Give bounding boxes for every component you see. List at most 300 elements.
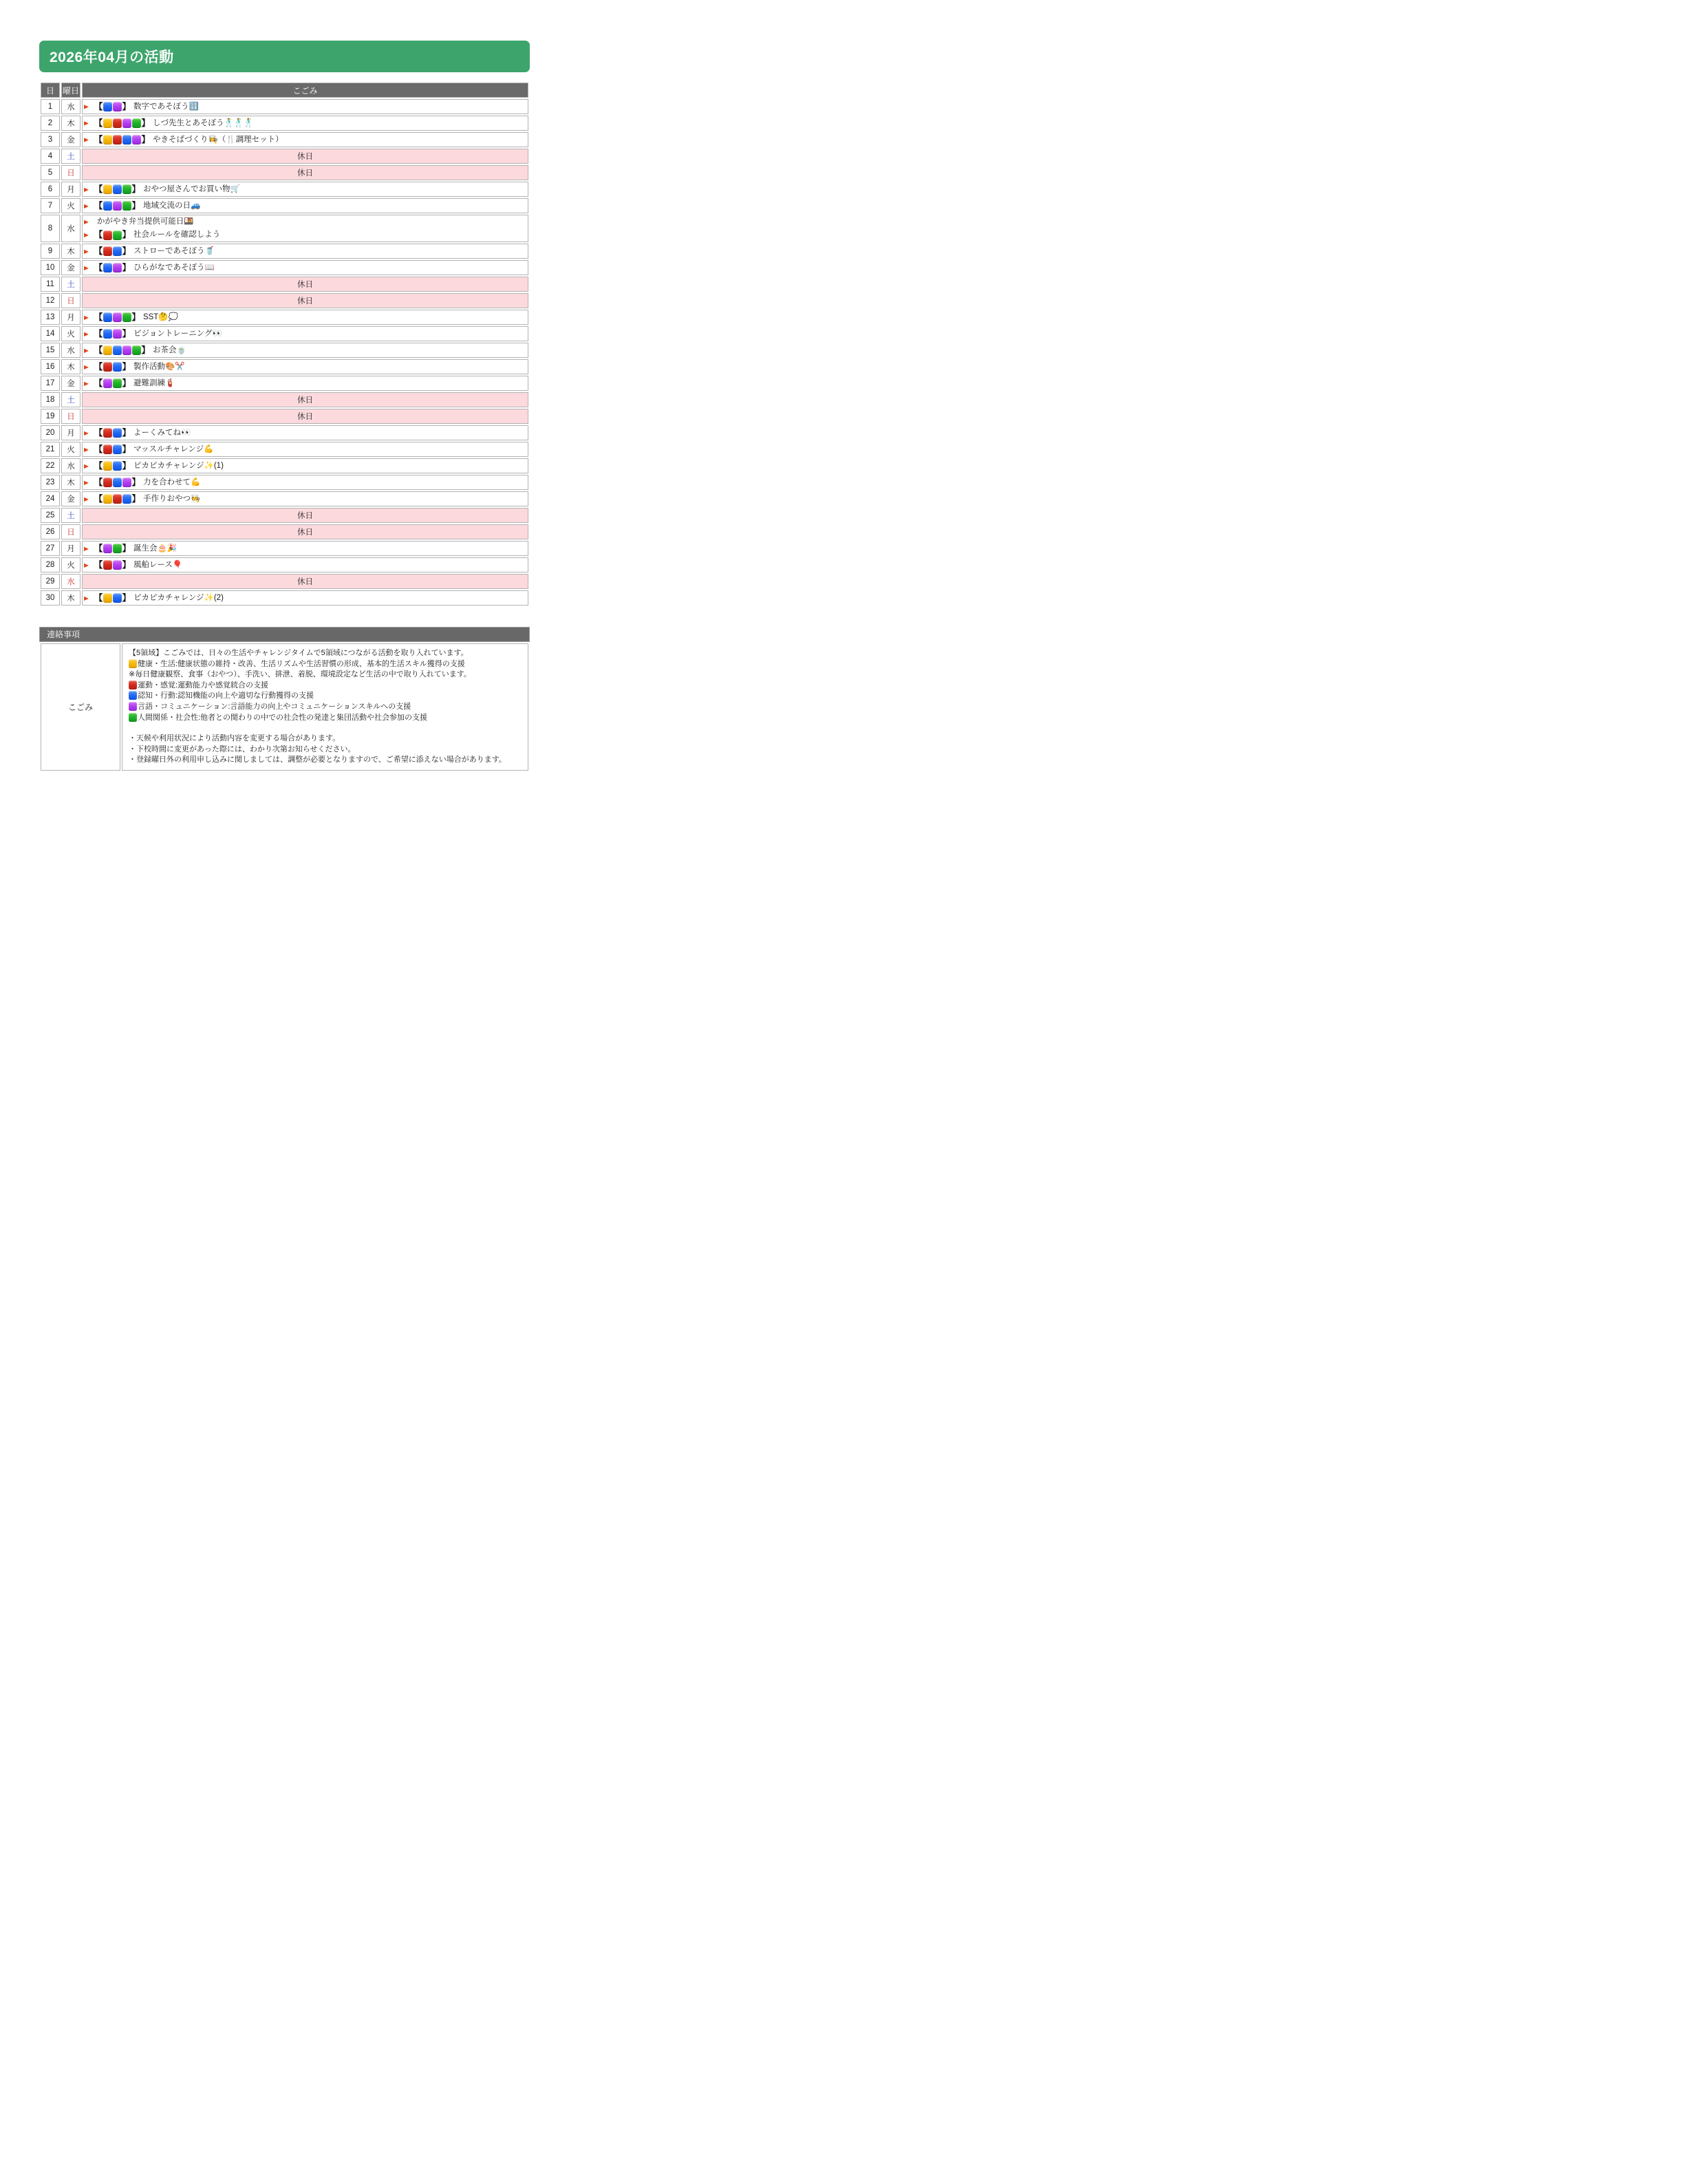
activity-cell [82,343,528,358]
domain-square-green [122,184,131,194]
domain-square-blue [122,494,131,504]
weekday-cell: 日 [61,293,80,308]
activity-line [83,311,528,324]
bracket-close: 】 [122,328,131,339]
domain-square-green [132,118,141,128]
activity-bullet-icon: ▶ [84,595,89,601]
activity-text: よーくみてね👀 [133,428,191,437]
day-cell: 9 [41,244,60,259]
day-cell: 4 [41,149,60,164]
activity-bullet-icon: ▶ [84,186,89,193]
footnote-line: ・天候や利用状況により活動内容を変更する場合があります。 [129,734,341,743]
calendar-row [41,293,528,308]
calendar-row [41,277,528,292]
activity-text: しづ先生とあそぼう🕺🕺🕺 [152,118,254,127]
footnote-line: ・下校時間に変更があった際には、わかり次第お知らせください。 [129,745,356,753]
footnote-line: ・登録曜日外の利用申し込みに関しましては、調整が必要となりますので、ご希望に添えない場合があります。 [129,756,506,764]
activity-cell [82,116,528,131]
domain-square-purple [113,201,122,211]
bracket-close: 】 [131,184,140,194]
domain-square-red [103,246,112,256]
calendar-row [41,116,528,131]
domain-square-purple [122,345,131,355]
domain-square-red [103,560,112,570]
day-cell: 20 [41,425,60,440]
bracket-open: 【 [94,200,103,211]
calendar-row [41,574,528,589]
calendar-row [41,475,528,490]
day-cell: 16 [41,359,60,374]
page-title-banner [39,41,530,72]
day-cell: 17 [41,376,60,391]
activity-bullet-icon: ▶ [84,330,89,337]
domain-square-purple [122,118,131,128]
legend-line [129,691,522,702]
activity-text: 製作活動🎨✂️ [133,362,185,371]
bracket-close: 】 [122,592,131,603]
bracket-open: 【 [94,444,103,454]
domain-square-purple [113,312,122,322]
weekday-cell: 月 [61,182,80,197]
activity-line [83,493,528,506]
activity-bullet-icon: ▶ [84,231,89,238]
activity-cell [82,215,528,242]
activity-line [83,542,528,555]
holiday-cell [82,165,528,180]
domain-square-yellow [103,461,112,471]
activity-line [83,559,528,572]
activity-cell [82,491,528,506]
domain-square-green [122,201,131,211]
bracket-close: 】 [122,427,131,438]
bracket-close: 】 [131,312,140,322]
legend-square-yellow [129,659,137,668]
column-header-group: こごみ [82,83,528,98]
domain-square-blue [113,445,122,454]
bracket-close: 】 [141,345,150,355]
holiday-label: 休日 [297,512,313,520]
domain-square-blue [113,362,122,372]
calendar-row [41,132,528,147]
legend-text: 言語・コミュニケーション:言語能力の向上やコミュニケーションスキルへの支援 [138,703,411,711]
domain-square-blue [122,135,131,144]
domain-square-red [103,362,112,372]
activity-text: 手作りおやつ🧑‍🍳 [142,494,201,503]
activity-bullet-icon: ▶ [84,347,89,354]
holiday-cell [82,524,528,539]
activity-line [83,377,528,390]
day-cell: 15 [41,343,60,358]
domain-square-blue [113,478,122,487]
day-cell: 24 [41,491,60,506]
activity-text: お茶会🍵 [152,345,186,354]
legend-line [129,713,522,724]
bracket-close: 】 [122,543,131,553]
calendar-row [41,149,528,164]
activity-cell [82,260,528,275]
activity-bullet-icon: ▶ [84,363,89,370]
holiday-cell [82,293,528,308]
calendar-row [41,524,528,539]
bracket-open: 【 [94,345,103,355]
bracket-close: 】 [141,134,150,144]
domain-square-red [103,231,112,240]
day-cell: 3 [41,132,60,147]
activity-line [83,117,528,130]
domain-square-green [113,231,122,240]
day-cell: 12 [41,293,60,308]
weekday-cell: 土 [61,149,80,164]
day-cell: 8 [41,215,60,242]
domain-square-red [113,118,122,128]
activity-text: 地域交流の日🚙 [142,201,201,210]
legend-line [129,659,522,670]
weekday-cell: 土 [61,508,80,523]
domain-square-purple [103,378,112,388]
bracket-close: 】 [122,230,131,239]
activity-text: おやつ屋さんでお買い物🛒 [142,184,240,193]
domain-square-red [103,445,112,454]
day-cell: 25 [41,508,60,523]
day-cell: 18 [41,392,60,407]
day-cell: 13 [41,310,60,325]
weekday-cell: 金 [61,132,80,147]
bracket-open: 【 [94,477,103,487]
day-cell: 11 [41,277,60,292]
weekday-cell: 水 [61,574,80,589]
bracket-open: 【 [94,118,103,128]
activity-bullet-icon: ▶ [84,380,89,387]
spacer [129,723,522,734]
bracket-close: 】 [122,460,131,471]
day-cell: 21 [41,442,60,457]
bracket-open: 【 [94,134,103,144]
legend-square-red [129,681,137,689]
bracket-close: 】 [122,262,131,272]
activity-bullet-icon: ▶ [84,218,89,225]
bracket-close: 】 [122,378,131,388]
weekday-cell: 水 [61,343,80,358]
day-cell: 23 [41,475,60,490]
domain-square-blue [103,329,112,339]
day-cell: 22 [41,458,60,473]
bracket-open: 【 [94,262,103,272]
calendar-row [41,541,528,556]
activity-text: SST🤔💭 [142,312,178,321]
bracket-open: 【 [94,378,103,388]
day-cell: 30 [41,590,60,606]
activity-cell [82,425,528,440]
activity-line [83,361,528,374]
domain-square-purple [103,544,112,553]
calendar-row [41,326,528,341]
holiday-cell [82,508,528,523]
activity-line [83,183,528,196]
day-cell: 10 [41,260,60,275]
domain-square-blue [113,428,122,438]
activity-bullet-icon: ▶ [84,202,89,209]
activity-bullet-icon: ▶ [84,495,89,502]
holiday-label: 休日 [297,528,313,537]
bracket-open: 【 [94,312,103,322]
activity-cell [82,310,528,325]
holiday-label: 休日 [297,297,313,306]
bracket-open: 【 [94,460,103,471]
legend-square-green [129,713,137,722]
weekday-cell: 木 [61,359,80,374]
activity-text: マッスルチャレンジ💪 [133,445,214,453]
weekday-cell: 水 [61,458,80,473]
weekday-cell: 金 [61,260,80,275]
activity-line [83,427,528,440]
activity-line [83,592,528,605]
activity-text: ストローであそぼう🥤 [133,246,215,255]
weekday-cell: 月 [61,310,80,325]
calendar-row [41,590,528,606]
weekday-cell: 火 [61,326,80,341]
weekday-cell: 火 [61,442,80,457]
activity-line [83,443,528,456]
bracket-open: 【 [94,246,103,256]
bracket-close: 】 [131,200,140,211]
activity-cell [82,590,528,606]
activity-bullet-icon: ▶ [84,248,89,255]
notes-intro: 【5領域】こごみでは、日々の生活やチャレンジタイムで5領域につながる活動を取り入れています。 [129,649,469,657]
bracket-open: 【 [94,493,103,504]
weekday-cell: 土 [61,392,80,407]
activity-cell [82,458,528,473]
activity-line [83,133,528,147]
weekday-cell: 水 [61,99,80,114]
domain-square-green [132,345,141,355]
domain-square-green [113,378,122,388]
activity-line [83,228,528,242]
calendar-row [41,198,528,213]
activity-bullet-icon: ▶ [84,479,89,486]
activity-cell [82,376,528,391]
bracket-close: 】 [141,118,150,128]
day-cell: 28 [41,557,60,572]
calendar-row [41,392,528,407]
calendar-row [41,557,528,572]
activity-bullet-icon: ▶ [84,429,89,436]
bracket-open: 【 [94,559,103,570]
day-cell: 1 [41,99,60,114]
notes-header-bar: 連絡事項 [39,627,530,642]
domain-square-red [103,428,112,438]
domain-square-blue [103,263,112,272]
activity-text: やきそばづくり👩‍🍳（🍴調理セット） [152,135,283,144]
domain-square-blue [103,201,112,211]
activity-cell [82,326,528,341]
day-cell: 27 [41,541,60,556]
notes-row [41,643,528,771]
activity-text: かがやき弁当提供可能日🍱 [96,217,194,226]
calendar-row [41,310,528,325]
domain-square-green [113,544,122,553]
calendar-row [41,491,528,506]
activity-line [83,200,528,213]
weekday-cell: 木 [61,244,80,259]
activity-cell [82,475,528,490]
activity-bullet-icon: ▶ [84,314,89,321]
activity-bullet-icon: ▶ [84,561,89,568]
weekday-cell: 木 [61,590,80,606]
bracket-close: 】 [122,361,131,372]
holiday-cell [82,409,528,424]
bracket-open: 【 [94,230,103,239]
domain-square-yellow [103,593,112,603]
domain-square-blue [113,184,122,194]
bracket-close: 】 [122,559,131,570]
day-cell: 19 [41,409,60,424]
weekday-cell: 金 [61,376,80,391]
domain-square-yellow [103,494,112,504]
column-header-weekday: 曜日 [61,83,80,98]
legend-square-blue [129,691,137,700]
day-cell: 26 [41,524,60,539]
notes-group-label: こごみ [41,643,120,771]
activity-text: 風船レース🎈 [133,560,183,569]
holiday-cell [82,149,528,164]
domain-square-purple [122,478,131,487]
notes-table [39,642,530,772]
activity-text: 力を合わせて💪 [142,478,201,486]
activity-bullet-icon: ▶ [84,103,89,110]
domain-square-purple [132,135,141,144]
activity-cell [82,442,528,457]
day-cell: 14 [41,326,60,341]
activity-cell [82,359,528,374]
legend-line [129,702,522,713]
bracket-open: 【 [94,184,103,194]
activity-bullet-icon: ▶ [84,264,89,271]
column-header-day: 日 [41,83,60,98]
activity-bullet-icon: ▶ [84,136,89,143]
calendar-row [41,376,528,391]
legend-text: 運動・感覚:運動能力や感覚統合の支援 [138,681,269,689]
legend-text: 認知・行動:認知機能の向上や適切な行動獲得の支援 [138,692,314,700]
weekday-cell: 木 [61,475,80,490]
domain-square-purple [113,560,122,570]
bracket-close: 】 [131,477,140,487]
calendar-row [41,359,528,374]
calendar-header-row [41,83,528,98]
weekday-cell: 日 [61,165,80,180]
activity-text: 誕生会🎂🎉 [133,544,178,553]
weekday-cell: 月 [61,425,80,440]
activity-cell [82,557,528,572]
domain-square-red [113,494,122,504]
domain-square-red [103,478,112,487]
domain-square-purple [113,329,122,339]
legend-line [129,670,522,681]
activity-bullet-icon: ▶ [84,462,89,469]
weekday-cell: 土 [61,277,80,292]
calendar-row [41,508,528,523]
domain-square-yellow [103,184,112,194]
calendar-row [41,458,528,473]
weekday-cell: 木 [61,116,80,131]
activity-cell [82,132,528,147]
domain-square-blue [113,461,122,471]
bracket-close: 】 [122,246,131,256]
domain-square-blue [113,345,122,355]
weekday-cell: 火 [61,557,80,572]
weekday-cell: 水 [61,215,80,242]
day-cell: 29 [41,574,60,589]
activity-cell [82,99,528,114]
day-cell: 2 [41,116,60,131]
legend-text: 人間関係・社会性:他者との関わりの中での社会性の発達と集団活動や社会参加の支援 [138,713,428,722]
activity-cell [82,541,528,556]
activity-calendar-table [39,81,530,607]
calendar-row [41,260,528,275]
bracket-close: 】 [131,493,140,504]
activity-line [83,460,528,473]
activity-line [83,344,528,357]
holiday-label: 休日 [297,169,313,178]
bracket-open: 【 [94,592,103,603]
activity-text: 数字であそぼう🔢 [133,102,199,111]
activity-text: ビジョントレーニング👀 [133,329,222,338]
holiday-label: 休日 [297,153,313,161]
activity-bullet-icon: ▶ [84,446,89,453]
notes-body [122,643,528,771]
activity-text: 社会ルールを確認しよう [133,231,221,239]
weekday-cell: 日 [61,524,80,539]
holiday-cell [82,392,528,407]
activity-cell [82,244,528,259]
page-title: 2026年04月の活動 [50,50,174,65]
activity-text: ひらがなであそぼう📖 [133,263,215,272]
calendar-row [41,165,528,180]
legend-text: 健康・生活:健康状態の維持・改善、生活リズムや生活習慣の形成、基本的生活スキル獲得の支援 [138,659,465,668]
legend-square-purple [129,702,137,711]
activity-line [83,328,528,341]
domain-square-red [113,135,122,144]
domain-square-yellow [103,345,112,355]
weekday-cell: 金 [61,491,80,506]
bracket-open: 【 [94,543,103,553]
calendar-row [41,244,528,259]
activity-line [83,215,528,228]
activity-line [83,261,528,275]
calendar-row [41,99,528,114]
schedule-page [0,0,569,793]
holiday-label: 休日 [297,396,313,405]
bracket-open: 【 [94,101,103,111]
weekday-cell: 火 [61,198,80,213]
activity-line [83,245,528,258]
holiday-cell [82,277,528,292]
calendar-row [41,409,528,424]
domain-square-yellow [103,135,112,144]
domain-square-purple [113,263,122,272]
domain-square-blue [103,102,112,111]
activity-line [83,100,528,114]
calendar-row [41,182,528,197]
holiday-label: 休日 [297,413,313,421]
activity-bullet-icon: ▶ [84,120,89,127]
bracket-open: 【 [94,328,103,339]
domain-square-yellow [103,118,112,128]
activity-cell [82,182,528,197]
holiday-label: 休日 [297,578,313,586]
domain-square-purple [113,102,122,111]
notes-section [39,627,530,772]
activity-cell [82,198,528,213]
